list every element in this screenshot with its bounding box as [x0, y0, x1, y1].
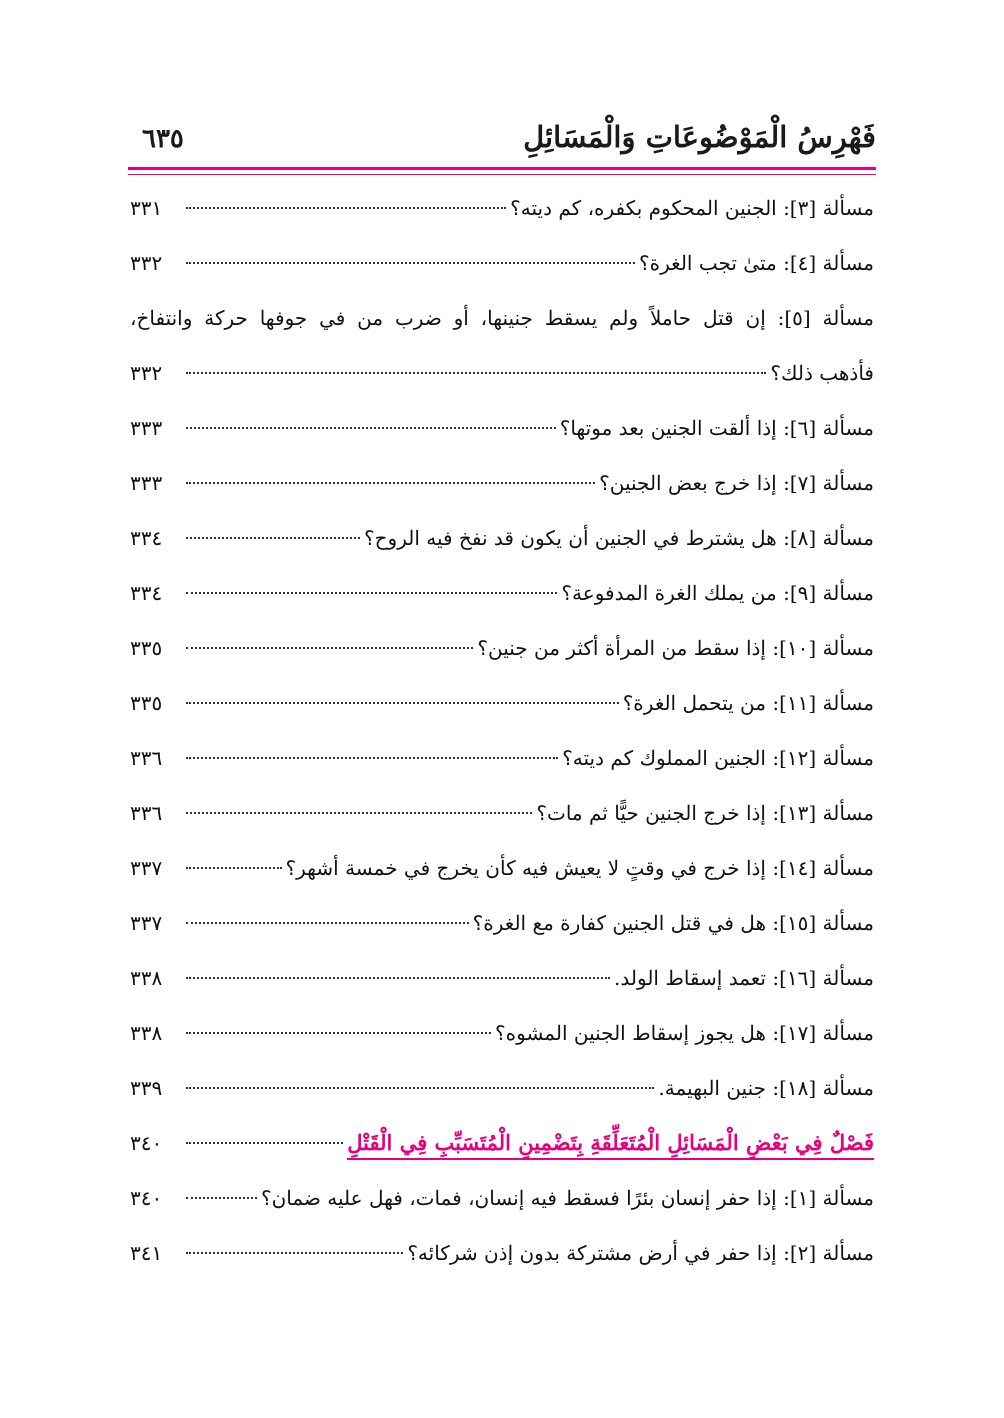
header-rule-thin: [128, 174, 876, 175]
toc-entry-page: ٣٣٣: [130, 471, 163, 495]
dot-leader: [186, 1032, 491, 1034]
dot-leader: [186, 372, 766, 374]
toc-entry[interactable]: [130, 790, 874, 845]
header-rule-thick: [128, 167, 876, 170]
toc-entry[interactable]: [130, 515, 874, 570]
toc-entry-title: فأذهب ذلك؟: [770, 361, 874, 385]
dot-leader: [186, 647, 473, 649]
dot-leader: [186, 922, 469, 924]
toc-entry[interactable]: [130, 680, 874, 735]
toc-entry[interactable]: [130, 845, 874, 900]
page-number: ٦٣٥: [142, 124, 184, 154]
toc-entry-page: ٣٣٥: [130, 636, 163, 660]
toc-entry-page: ٣٣٢: [130, 251, 163, 275]
toc-entry-title: مسألة [١٧]: هل يجوز إسقاط الجنين المشوه؟: [495, 1021, 874, 1045]
toc-entry-title: مسألة [٧]: إذا خرج بعض الجنين؟: [599, 471, 874, 495]
toc-entry[interactable]: [130, 460, 874, 515]
toc-entry-title: مسألة [٦]: إذا ألقت الجنين بعد موتها؟: [559, 416, 874, 440]
toc-entry-title: مسألة [١٤]: إذا خرج في وقتٍ لا يعيش فيه كأن يخرج في خمسة أشهر؟: [285, 856, 874, 880]
toc-entry[interactable]: [130, 955, 874, 1010]
toc-entry[interactable]: [130, 625, 874, 680]
toc-entry-page: ٣٣٦: [130, 801, 163, 825]
toc-entry-multiline[interactable]: [130, 295, 874, 405]
dot-leader: [186, 1087, 654, 1089]
toc-entry[interactable]: [130, 1230, 874, 1285]
dot-leader: [186, 537, 360, 539]
toc-entry-page: ٣٣٨: [130, 1021, 163, 1045]
toc-entry-page: ٣٣٩: [130, 1076, 163, 1100]
toc-entry-title: مسألة [١٠]: إذا سقط من المرأة أكثر من جنين؟: [477, 636, 874, 660]
toc-entry-title: مسألة [٢]: إذا حفر في أرض مشتركة بدون إذن شركائه؟: [407, 1241, 874, 1265]
dot-leader: [186, 1252, 403, 1254]
dot-leader: [186, 702, 619, 704]
dot-leader: [186, 262, 635, 264]
running-title: فَهْرِسُ الْمَوْضُوعَاتِ وَالْمَسَائِلِ: [523, 120, 876, 154]
dot-leader: [186, 1142, 343, 1144]
toc-entry[interactable]: [130, 900, 874, 955]
dot-leader: [186, 482, 595, 484]
toc-entry[interactable]: [130, 570, 874, 625]
table-of-contents: [130, 185, 874, 1285]
toc-entry-title: مسألة [٨]: هل يشترط في الجنين أن يكون قد نفخ فيه الروح؟: [364, 526, 874, 550]
toc-entry-page: ٣٣٧: [130, 911, 163, 935]
section-title: فَصْلٌ فِي بَعْضِ الْمَسَائِلِ الْمُتَعَلِّقَةِ بِتَضْمِينِ الْمُتَسَبِّبِ فِي الْقَتْلِ: [347, 1128, 874, 1160]
toc-entry-page: ٣٣٢: [130, 361, 163, 385]
toc-entry-title-line1: مسألة [٥]: إن قتل حاملاً ولم يسقط جنينها، أو ضرب من في جوفها حركة وانتفاخ،: [130, 306, 875, 330]
toc-entry[interactable]: [130, 735, 874, 790]
toc-entry[interactable]: [130, 1010, 874, 1065]
toc-entry[interactable]: [130, 185, 874, 240]
page-header: [128, 118, 876, 164]
toc-entry-title: مسألة [١٨]: جنين البهيمة.: [658, 1076, 874, 1100]
dot-leader: [186, 757, 558, 759]
toc-entry-page: ٣٤١: [130, 1241, 163, 1265]
toc-entry-page: ٣٣٣: [130, 416, 163, 440]
dot-leader: [186, 867, 282, 869]
toc-entry-page: ٣٤٠: [130, 1131, 163, 1155]
toc-entry-title: مسألة [١٢]: الجنين المملوك كم ديته؟: [562, 746, 874, 770]
toc-entry[interactable]: [130, 405, 874, 460]
toc-entry[interactable]: [130, 1175, 874, 1230]
toc-entry-title: مسألة [٣]: الجنين المحكوم بكفره، كم ديته؟: [510, 196, 874, 220]
toc-entry-page: ٣٣٥: [130, 691, 163, 715]
dot-leader: [186, 812, 532, 814]
toc-entry-page: ٣٣١: [130, 196, 163, 220]
dot-leader: [186, 592, 557, 594]
toc-entry-title: مسألة [١]: إذا حفر إنسان بئرًا فسقط فيه إنسان، فمات، فهل عليه ضمان؟: [260, 1186, 874, 1210]
toc-entry-title: مسألة [١١]: من يتحمل الغرة؟: [622, 691, 874, 715]
toc-entry[interactable]: [130, 1065, 874, 1120]
dot-leader: [186, 977, 610, 979]
dot-leader: [186, 427, 556, 429]
dot-leader: [186, 1197, 257, 1199]
toc-entry[interactable]: [130, 240, 874, 295]
toc-entry-title: مسألة [١٥]: هل في قتل الجنين كفارة مع الغرة؟: [472, 911, 874, 935]
toc-entry-title: مسألة [٩]: من يملك الغرة المدفوعة؟: [561, 581, 874, 605]
toc-entry-page: ٣٤٠: [130, 1186, 163, 1210]
toc-entry-page: ٣٣٤: [130, 581, 163, 605]
toc-entry-title: مسألة [١٦]: تعمد إسقاط الولد.: [614, 966, 874, 990]
toc-entry-title: مسألة [٤]: متىٰ تجب الغرة؟: [639, 251, 874, 275]
toc-entry-page: ٣٣٤: [130, 526, 163, 550]
toc-entry-title: مسألة [١٣]: إذا خرج الجنين حيًّا ثم مات؟: [536, 801, 874, 825]
toc-section-heading[interactable]: [130, 1120, 874, 1175]
toc-entry-page: ٣٣٧: [130, 856, 163, 880]
dot-leader: [186, 207, 506, 209]
toc-entry-page: ٣٣٨: [130, 966, 163, 990]
toc-entry-page: ٣٣٦: [130, 746, 163, 770]
